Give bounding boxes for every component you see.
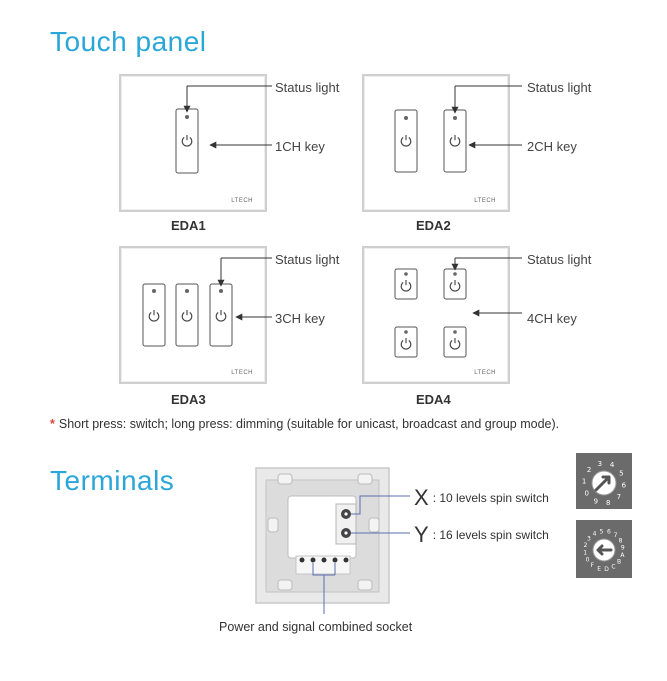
switch-y-letter: Y [414,522,429,547]
dial-digit: 7 [613,532,618,539]
dial-digit: 0 [585,556,590,564]
dial-digit: 8 [618,537,623,545]
keys-eda3 [143,284,232,346]
dial-digit: 4 [609,461,615,470]
usage-note [50,417,559,431]
brand-label: LTECH [474,370,496,376]
status-light-label-eda1: Status light [275,80,340,95]
dial-digit: D [604,565,609,573]
dial-digit: 1 [583,549,588,557]
key-eda1 [176,109,198,173]
dial-digit: 0 [584,489,589,498]
dial-digit: 9 [620,544,625,552]
status-light-label-eda4: Status light [527,252,592,267]
dial-digit: A [620,552,625,559]
key-label-eda4: 4CH key [527,311,577,326]
key-label-eda1: 1CH key [275,139,325,154]
terminals-title: Terminals [50,465,175,496]
dial-digit: 7 [616,492,622,501]
terminal-back-panel [256,468,389,603]
dial-digit: 3 [586,535,591,543]
note-star: * [50,417,55,431]
dial-digit: C [611,563,616,571]
dial-digit: 6 [606,528,611,536]
dial-digit: 4 [592,530,597,538]
note-text: Short press: switch; long press: dimming (suitable for unicast, broadcast and group mode). [58,417,560,431]
dial-digit: 1 [581,477,587,486]
model-eda1: EDA1 [171,218,206,233]
dial-digit: 5 [619,469,624,478]
dial-digit: 2 [586,466,592,475]
status-light-dot [185,115,189,119]
model-eda3: EDA3 [171,392,206,407]
switch-x-letter: X [414,485,429,510]
switch-x-label [414,485,549,511]
key-label-eda3: 3CH key [275,311,325,326]
switch-y-label [414,522,549,548]
status-light-label-eda3: Status light [275,252,340,267]
switch-y-text: : 16 levels spin switch [432,528,549,542]
dial-digit: 3 [597,459,603,468]
dial-digit: 8 [605,499,611,507]
brand-label: LTECH [231,370,253,376]
dial-digit: E [597,565,601,573]
dial-digit: B [617,558,622,566]
dial-digit: F [590,562,595,570]
dial-digit: 9 [593,497,599,506]
brand-label: LTECH [474,198,496,204]
keys-eda4 [395,269,466,357]
status-light-label-eda2: Status light [527,80,592,95]
dial-digit: 6 [621,481,627,490]
model-eda2: EDA2 [416,218,451,233]
dial-digit: 2 [583,542,588,550]
model-eda4: EDA4 [416,392,451,407]
keys-eda2 [395,110,466,172]
brand-label: LTECH [231,198,253,204]
dial-digit: 5 [599,528,604,536]
key-label-eda2: 2CH key [527,139,577,154]
switch-x-text: : 10 levels spin switch [432,491,549,505]
touch-panel-title: Touch panel [50,26,207,57]
socket-label: Power and signal combined socket [219,620,413,634]
